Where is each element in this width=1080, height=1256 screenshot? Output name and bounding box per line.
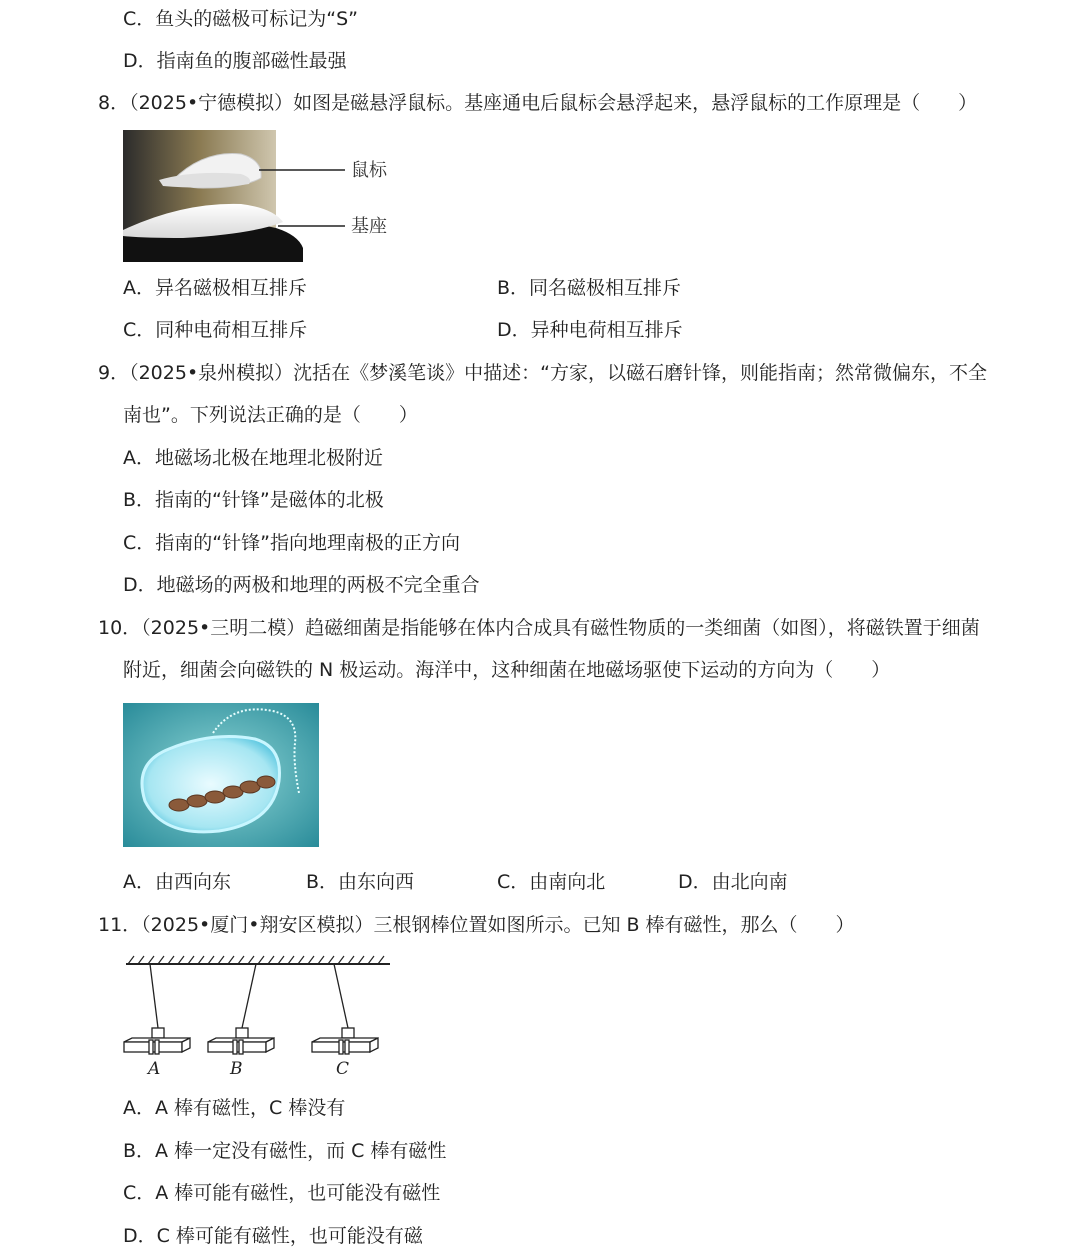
q10-option-d: D．由北向南 (678, 871, 788, 893)
q8-label-mouse: 鼠标 (351, 160, 387, 181)
q10-option-c: C．由南向北 (497, 871, 606, 893)
q8-option-b: B．同名磁极相互排斥 (497, 277, 682, 299)
q11-steel-rods-figure (120, 952, 395, 1080)
q9-option-b: B．指南的“针锋”是磁体的北极 (123, 489, 384, 511)
q8-levitating-mouse-figure (123, 130, 413, 262)
q9-option-d: D．地磁场的两极和地理的两极不完全重合 (123, 574, 480, 596)
q9-stem-line1: 9．（2025•泉州模拟）沈括在《梦溪笔谈》中描述：“方家，以磁石磨针锋，则能指南；然常微偏东，不全 (98, 362, 987, 384)
q10-stem-line1: 10．（2025•三明二模）趋磁细菌是指能够在体内合成具有磁性物质的一类细菌（如图），将磁铁置于细菌 (98, 617, 980, 639)
q9-option-c: C．指南的“针锋”指向地理南极的正方向 (123, 532, 460, 554)
q11-option-d: D．C 棒可能有磁性，也可能没有磁 (123, 1225, 423, 1247)
q11-stem: 11．（2025•厦门•翔安区模拟）三根钢棒位置如图所示。已知 B 棒有磁性，那么（ ） (98, 914, 855, 936)
q8-stem: 8．（2025•宁德模拟）如图是磁悬浮鼠标。基座通电后鼠标会悬浮起来，悬浮鼠标的工作原理是（ ） (98, 92, 978, 114)
q8-option-c: C．同种电荷相互排斥 (123, 319, 308, 341)
q8-label-base: 基座 (351, 216, 387, 237)
q9-stem-line2: 南也”。下列说法正确的是（ ） (123, 404, 418, 426)
q9-option-a: A．地磁场北极在地理北极附近 (123, 447, 383, 469)
q10-option-a: A．由西向东 (123, 871, 231, 893)
q11-option-a: A．A 棒有磁性，C 棒没有 (123, 1097, 346, 1119)
q8-option-d: D．异种电荷相互排斥 (497, 319, 683, 341)
q10-stem-line2: 附近，细菌会向磁铁的 N 极运动。海洋中，这种细菌在地磁场驱使下运动的方向为（ ） (123, 659, 891, 681)
q7-option-c: C．鱼头的磁极可标记为“S” (123, 8, 359, 30)
q11-label-b: B (230, 1059, 243, 1079)
q10-option-b: B．由东向西 (306, 871, 415, 893)
q11-option-b: B．A 棒一定没有磁性，而 C 棒有磁性 (123, 1140, 447, 1162)
q11-label-a: A (148, 1059, 161, 1079)
q11-label-c: C (336, 1059, 350, 1079)
q7-option-d: D．指南鱼的腹部磁性最强 (123, 50, 347, 72)
q8-option-a: A．异名磁极相互排斥 (123, 277, 307, 299)
q11-option-c: C．A 棒可能有磁性，也可能没有磁性 (123, 1182, 441, 1204)
q10-magnetotactic-bacterium-figure (123, 703, 319, 847)
